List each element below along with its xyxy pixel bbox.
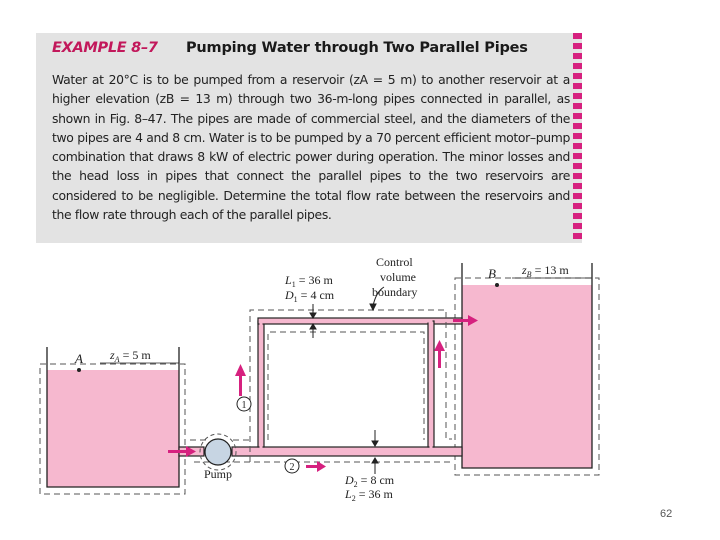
example-title: Pumping Water through Two Parallel Pipes: [186, 40, 528, 56]
point-b-label: B: [488, 266, 496, 281]
example-body: Water at 20°C is to be pumped from a reservoir (zA = 5 m) to another reservoir at a higher elevation (zB = 13 m) through two 36-m-long pipes connected in parallel, as shown in Fig. 8–47. The pipes are made of commercial steel, and the diameters of the two pipes are 4 and 8 cm. Water is to be pumped by a 70 percent efficient motor–pump combination that draws 8 kW of electric power during operation. The minor losses and the head loss in pipes that connect the parallel pipes to the two reservoirs are considered to be negligible. Determine the total flow rate between the reservoirs and the flow rate through each of the parallel pipes.: [52, 72, 570, 223]
control-volume-line1: Control: [376, 255, 413, 269]
pipe2-number: 2: [289, 462, 295, 473]
control-volume-line3: boundary: [372, 285, 418, 299]
pipe2-length-label: $L_2 = 36$ m: [345, 487, 393, 503]
reservoir-a-water: [47, 370, 179, 487]
pipe1-length-label: $L_1 = 36$ m: [285, 273, 333, 289]
pump-icon: [205, 439, 231, 465]
reservoir-a: [40, 347, 185, 494]
dimension-arrows: [310, 287, 384, 474]
point-a-label: A: [75, 351, 83, 366]
reservoir-b: [455, 263, 599, 475]
control-volume-boundary: [250, 310, 452, 462]
flow-arrow-icon: [434, 340, 445, 368]
pump: [200, 434, 236, 481]
flow-arrow-icon: [306, 461, 326, 472]
pipe1-number: 1: [241, 400, 247, 411]
pump-label: Pump: [204, 467, 233, 481]
z-a-label: $z_A = 5$ m: [110, 348, 151, 364]
control-volume-line2: volume: [380, 270, 416, 284]
z-b-label: $z_B = 13$ m: [522, 263, 569, 279]
reservoir-b-water: [462, 285, 592, 468]
page-number: 62: [660, 508, 673, 520]
flow-arrow-icon: [235, 364, 246, 396]
pipe2-diameter-label: $D_2 = 8$ cm: [345, 473, 395, 489]
pipe1-diameter-label: $D_1 = 4$ cm: [285, 288, 335, 304]
example-label: EXAMPLE 8–7: [52, 40, 158, 56]
